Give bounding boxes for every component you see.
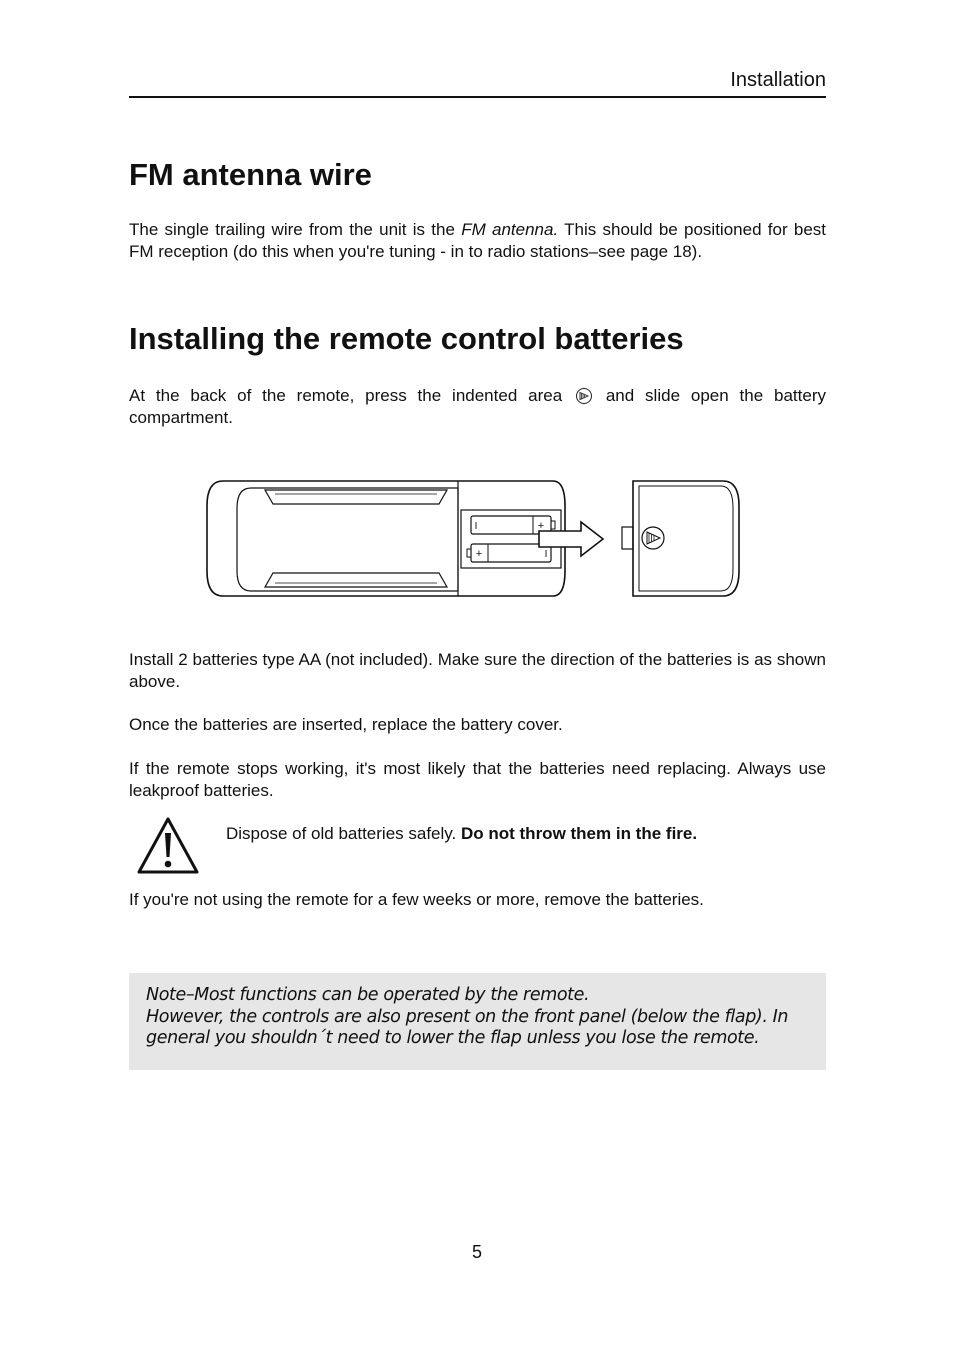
warning-emphasis: Do not throw them in the fire. [460,824,698,843]
header-rule [129,96,826,98]
slide-arrow-icon [539,522,603,556]
battery-bottom-plus: + [475,548,483,560]
remote-top-groove [265,490,447,504]
batteries-heading: Installing the remote control batteries [129,321,684,356]
fm-antenna-paragraph: The single trailing wire from the unit is the FM antenna. This should be positioned for best FM reception (do this when you're tuning - in to radio stations–see page 18). [129,220,826,261]
note-text [146,985,816,1050]
install-batteries-paragraph: Install 2 batteries type AA (not included). Make sure the direction of the batteries is as shown above. [129,650,826,691]
battery-top-plus: + [537,520,545,532]
note-line-2: However, the controls are also present on the front panel (below the flap). In general you shouldn´t need to lower the flap unless you lose the remote. [146,1006,789,1048]
battery-bottom-minus: I [544,549,548,560]
warning-triangle-icon [136,815,200,875]
warning-text: Dispose of old batteries safely. Do not throw them in the fire. [226,824,698,843]
battery-top-minus: I [474,521,478,532]
note-line-1: Note–Most functions can be operated by the remote. [146,985,590,1005]
replace-cover-paragraph: Once the batteries are inserted, replace the battery cover. [129,715,563,734]
remote-body [207,481,565,596]
note-box [129,973,826,1070]
indented-area-icon [575,387,593,405]
fm-antenna-heading: FM antenna wire [129,157,372,192]
battery-installation-diagram [203,476,745,602]
page-header-title: Installation [730,69,826,91]
remote-stops-paragraph: If the remote stops working, it's most likely that the batteries need replacing. Always use leakproof batteries. [129,759,826,800]
remove-batteries-paragraph: If you're not using the remote for a few weeks or more, remove the batteries. [129,890,704,909]
remote-bottom-groove [265,573,447,587]
batteries-intro-paragraph: At the back of the remote, press the indented area and slide open the battery compartment. [129,386,826,427]
fm-antenna-term: FM antenna. [461,220,559,239]
page-number: 5 [471,1242,482,1262]
